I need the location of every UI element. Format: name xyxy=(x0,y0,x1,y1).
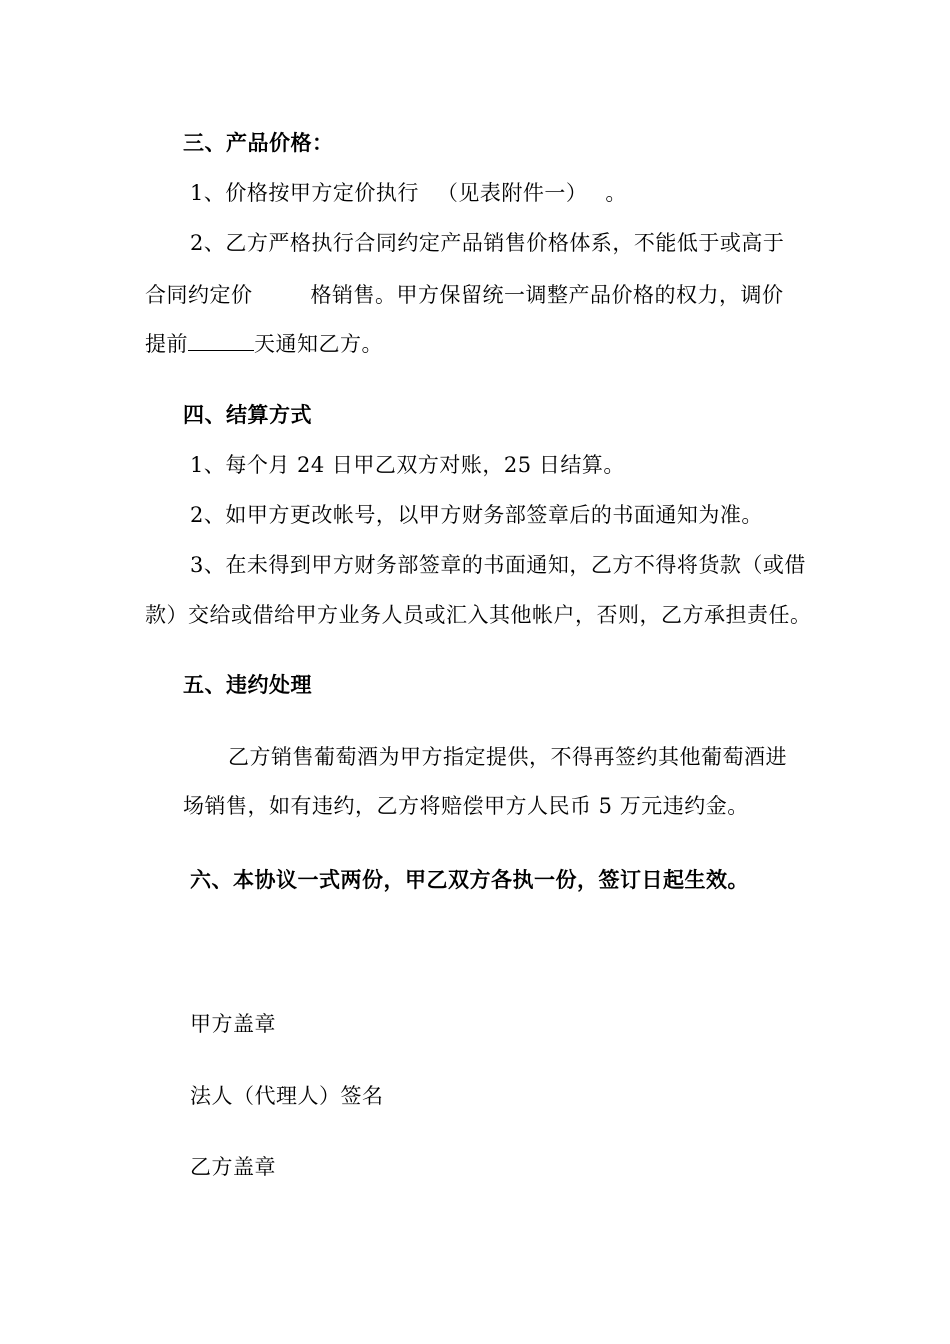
section-6-text: 六、本协议一式两份，甲乙双方各执一份，签订日起生效。 xyxy=(190,867,749,892)
section-4-item-3-line-1: 3、在未得到甲方财务部签章的书面通知，乙方不得将货款（或借 xyxy=(190,553,806,577)
section-4-heading: 四、结算方式 xyxy=(183,402,312,427)
section-5-paragraph-line-2: 场销售，如有违约，乙方将赔偿甲方人民币 5 万元违约金。 xyxy=(183,794,749,818)
party-b-seal-label: 乙方盖章 xyxy=(190,1155,276,1179)
section-3-item-2-line-3 xyxy=(145,331,383,357)
section-3-item-1 xyxy=(190,180,627,206)
section-3-item-1-attachment: （见表附件一） xyxy=(436,181,588,205)
section-4-item-2: 2、如甲方更改帐号，以甲方财务部签章后的书面通知为准。 xyxy=(190,503,763,527)
section-4-item-1: 1、每个月 24 日甲乙双方对账，25 日结算。 xyxy=(190,453,625,477)
section-3-item-1-period: 。 xyxy=(605,181,627,205)
section-3-item-2-line-2-a: 合同约定价 xyxy=(145,283,253,307)
section-5-heading: 五、违约处理 xyxy=(183,672,312,697)
section-3-item-2-line-3-b: 天通知乙方。 xyxy=(254,332,383,356)
fill-in-blank xyxy=(188,332,254,351)
section-3-item-1-text: 1、价格按甲方定价执行 xyxy=(190,181,419,205)
section-3-item-2-line-2 xyxy=(145,282,784,308)
section-5-paragraph-line-1: 乙方销售葡萄酒为甲方指定提供，不得再签约其他葡萄酒进 xyxy=(228,745,787,769)
section-3-item-2-line-1: 2、乙方严格执行合同约定产品销售价格体系，不能低于或高于 xyxy=(190,231,785,255)
legal-representative-signature-label: 法人（代理人）签名 xyxy=(190,1084,384,1108)
section-3-heading: 三、产品价格： xyxy=(183,130,334,155)
section-3-item-2-line-2-b: 格销售。甲方保留统一调整产品价格的权力，调价 xyxy=(310,283,784,307)
party-a-seal-label: 甲方盖章 xyxy=(190,1012,276,1036)
section-3-item-2-line-3-a: 提前 xyxy=(145,332,188,356)
section-4-item-3-line-2: 款）交给或借给甲方业务人员或汇入其他帐户，否则，乙方承担责任。 xyxy=(145,603,812,627)
